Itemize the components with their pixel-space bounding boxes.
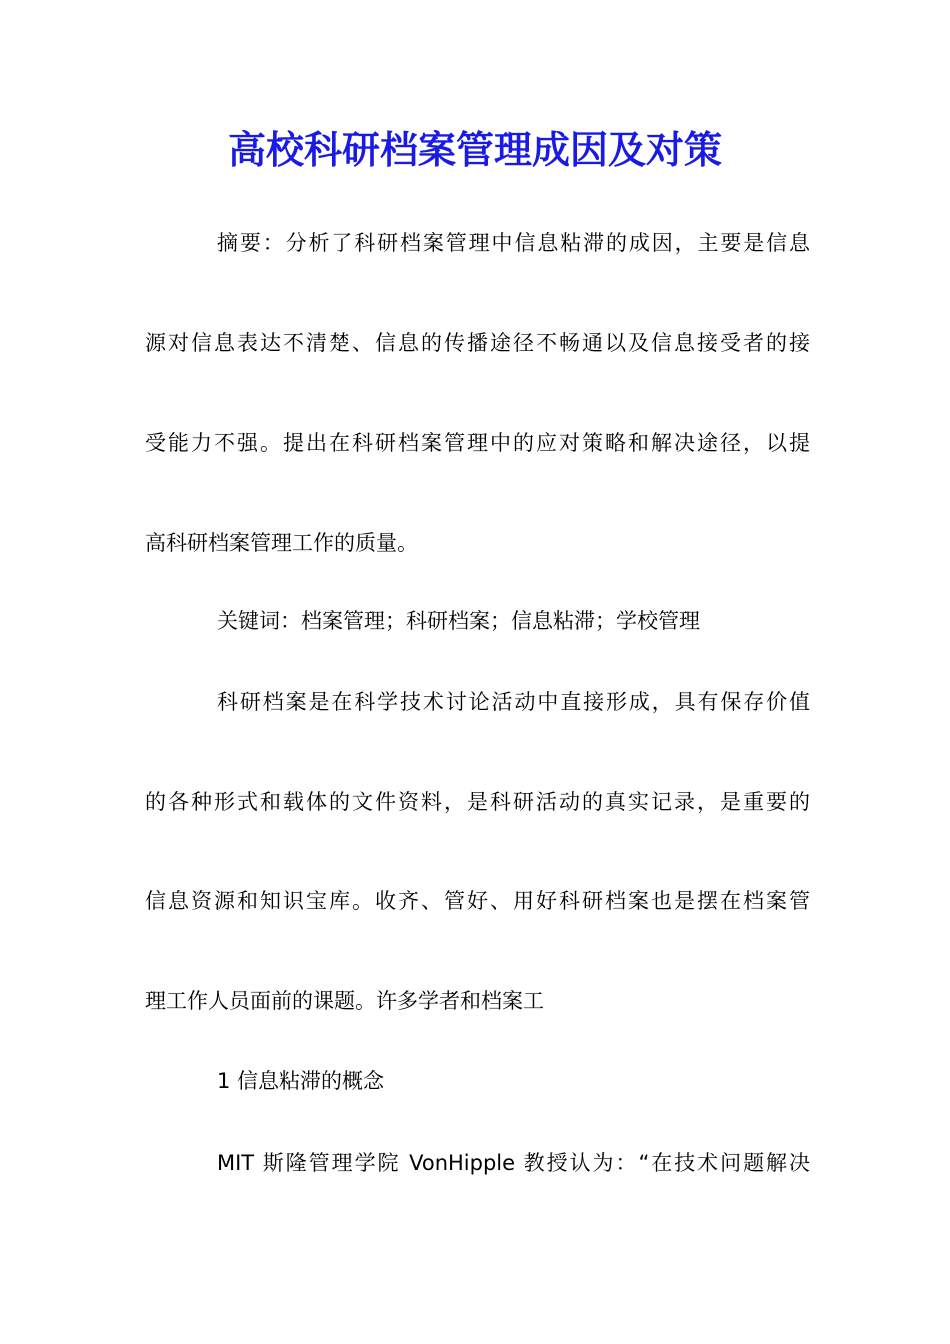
abstract-line-1: 摘要：分析了科研档案管理中信息粘滞的成因，主要是信息 (217, 231, 810, 255)
abstract-line-3: 受能力不强。提出在科研档案管理中的应对策略和解决途径，以提 (145, 431, 810, 455)
intro-line-4: 理工作人员面前的课题。许多学者和档案工 (145, 989, 544, 1013)
section-heading: 1 信息粘滞的概念 (217, 1069, 385, 1093)
intro-line-2: 的各种形式和载体的文件资料，是科研活动的真实记录，是重要的 (145, 790, 810, 814)
abstract-line-4: 高科研档案管理工作的质量。 (145, 531, 418, 555)
intro-line-1: 科研档案是在科学技术讨论活动中直接形成，具有保存价值 (217, 690, 810, 714)
document-title: 高校科研档案管理成因及对策 (227, 127, 722, 172)
intro-line-3: 信息资源和知识宝库。收齐、管好、用好科研档案也是摆在档案管 (145, 889, 810, 913)
section-first-line: MIT 斯隆管理学院 VonHipple 教授认为：“在技术问题解决 (217, 1151, 810, 1175)
abstract-line-2: 源对信息表达不清楚、信息的传播途径不畅通以及信息接受者的接 (145, 331, 810, 355)
keywords-line: 关键词：档案管理；科研档案；信息粘滞；学校管理 (217, 609, 700, 633)
